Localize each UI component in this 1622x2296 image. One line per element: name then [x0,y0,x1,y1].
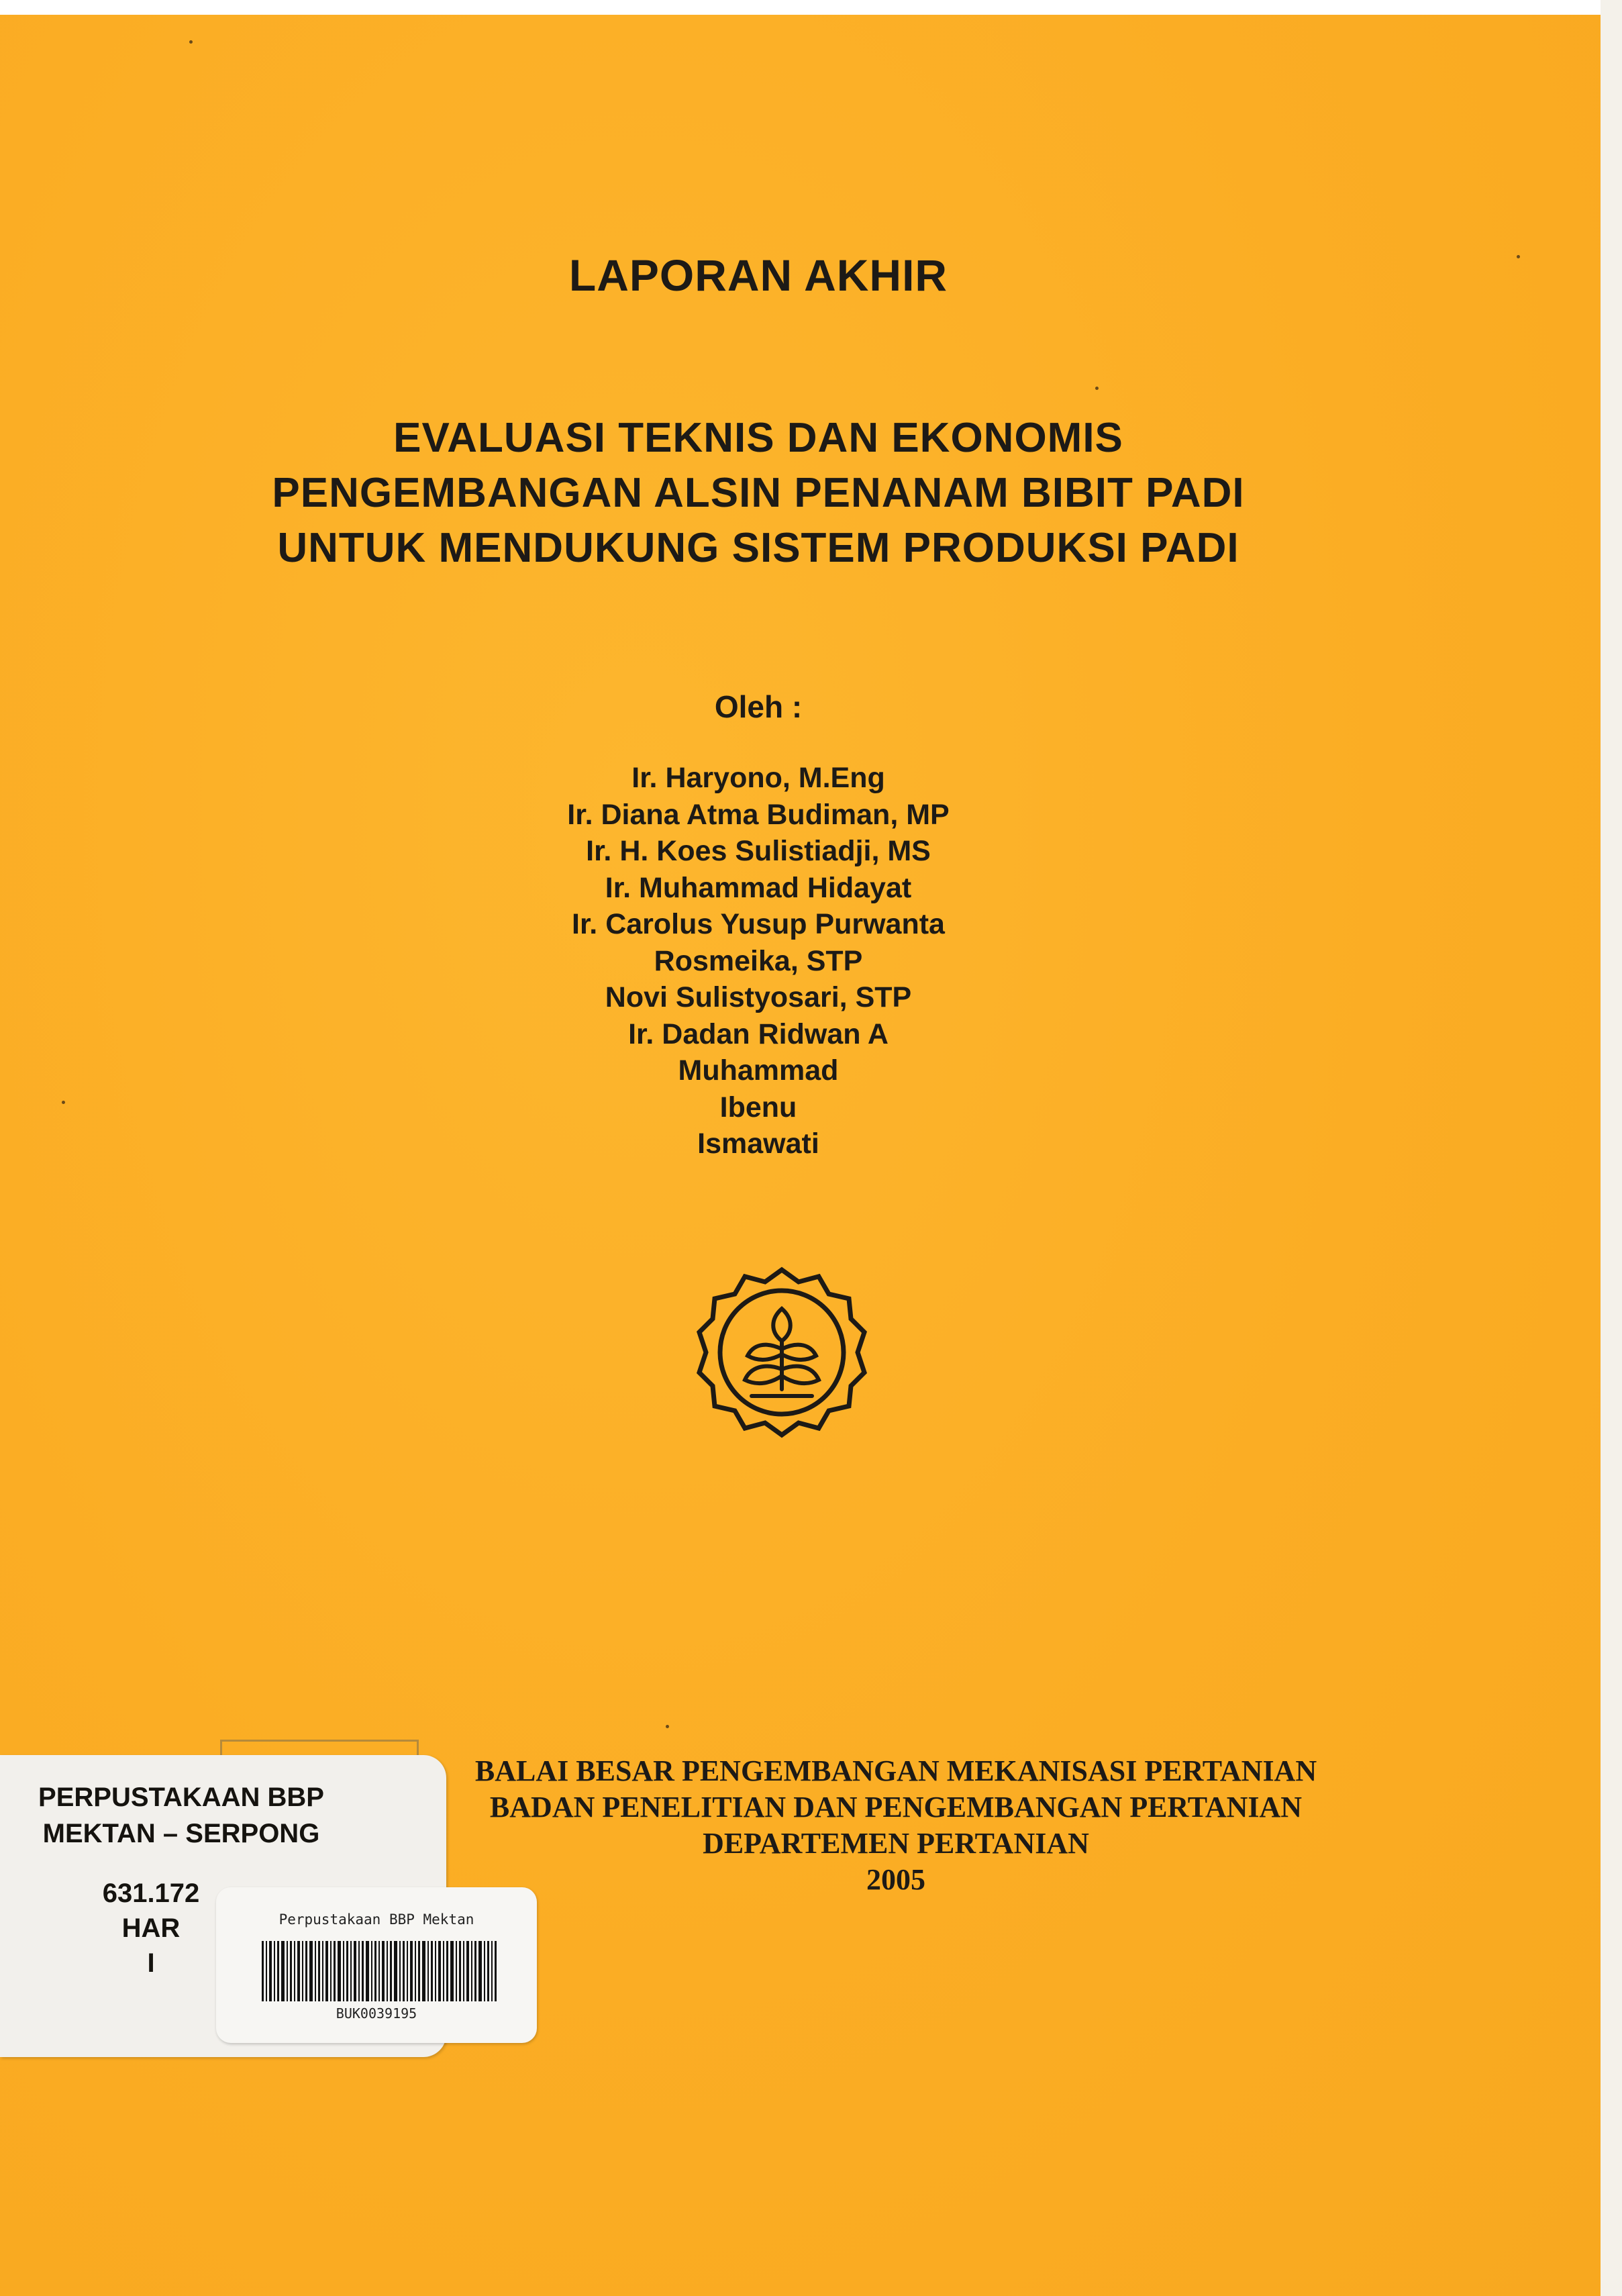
scan-speck [189,40,193,44]
publication-year: 2005 [866,1863,925,1896]
institution-line: BALAI BESAR PENGEMBANGAN MEKANISASI PERTANIAN [474,1754,1317,1787]
author-name: Ir. Carolus Yusup Purwanta [572,908,945,940]
author-name: Ir. Diana Atma Budiman, MP [567,798,950,831]
author-name: Muhammad [678,1054,839,1087]
institution-block [443,1753,1349,1898]
call-number-line: I [147,1948,155,1978]
scan-speck [1517,255,1520,258]
page-edge [1601,0,1622,2296]
author-name: Ismawati [697,1128,819,1160]
author-list [0,760,1517,1162]
call-number-line: 631.172 [102,1879,200,1908]
call-number-line: HAR [121,1913,181,1943]
report-title [0,411,1517,576]
scan-speck [1095,387,1099,390]
title-line: UNTUK MENDUKUNG SISTEM PRODUKSI PADI [277,525,1239,571]
author-name: Ir. Dadan Ridwan A [628,1017,889,1050]
barcode-number: BUK0039195 [336,2005,417,2022]
institution-line: BADAN PENELITIAN DAN PENGEMBANGAN PERTANIAN [489,1791,1303,1824]
barcode-icon [262,1941,497,2001]
author-name: Ir. Muhammad Hidayat [605,871,912,904]
library-line: PERPUSTAKAAN BBP [38,1783,324,1812]
library-line: MEKTAN – SERPONG [42,1819,320,1848]
author-name: Ir. Haryono, M.Eng [631,762,885,794]
library-name [0,1779,362,1852]
institution-line: DEPARTEMEN PERTANIAN [703,1827,1089,1860]
author-name: Ir. H. Koes Sulistiadji, MS [586,835,931,867]
title-line: PENGEMBANGAN ALSIN PENANAM BIBIT PADI [272,470,1245,516]
author-name: Ibenu [719,1091,797,1124]
barcode-sticker [216,1887,537,2043]
by-label: Oleh : [714,689,803,724]
scan-speck [62,1101,65,1104]
ministry-emblem-icon [691,1262,872,1443]
scan-speck [666,1725,669,1728]
report-label: LAPORAN AKHIR [568,250,948,300]
author-name: Novi Sulistyosari, STP [605,981,912,1013]
barcode-sticker-title: Perpustakaan BBP Mektan [278,1911,474,1928]
author-name: Rosmeika, STP [654,944,863,977]
title-line: EVALUASI TEKNIS DAN EKONOMIS [393,415,1123,461]
call-number [74,1876,228,1981]
